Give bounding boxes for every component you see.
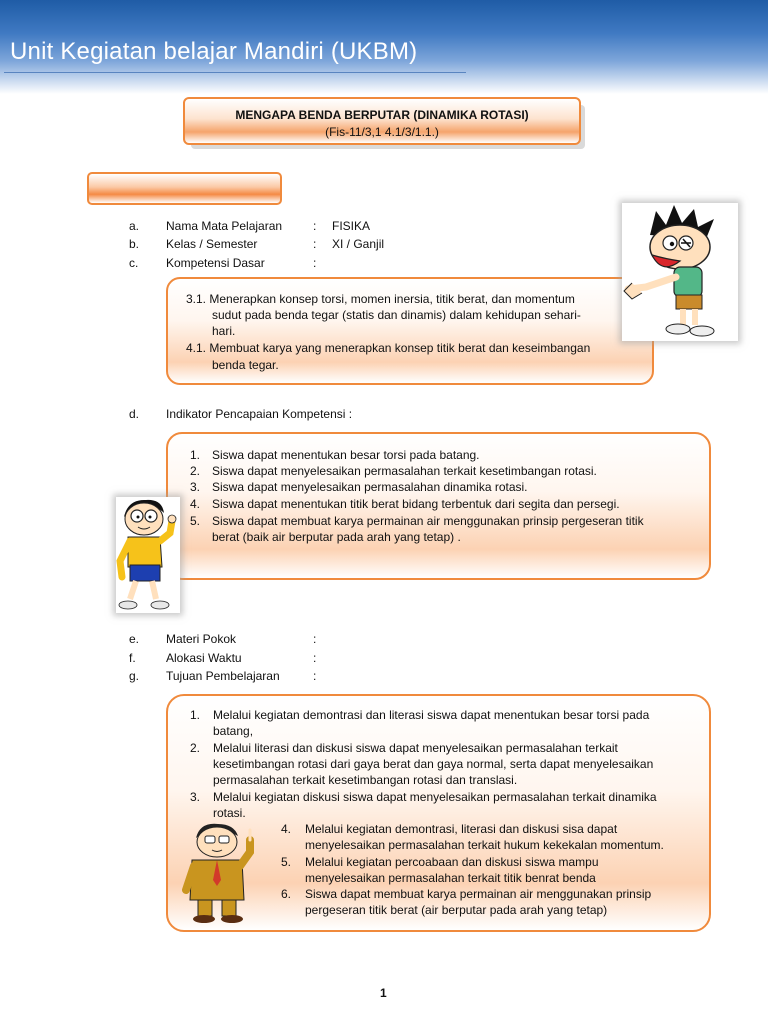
tujuan-line: pergeseran titik berat (air berputar pada arah yang tetap) bbox=[305, 903, 608, 917]
kd-line: sudut pada benda tegar (statis dan dinamis) dalam kehidupan sehari- bbox=[212, 308, 581, 322]
indikator-line: berat (baik air berputar pada arah yang tetap) . bbox=[212, 530, 461, 544]
list-number: 2. bbox=[190, 464, 201, 478]
title-line-2: (Fis-11/3,1 4.1/3/1.1.) bbox=[325, 125, 439, 139]
row-colon: : bbox=[313, 256, 317, 270]
indikator-line: Siswa dapat menentukan besar torsi pada batang. bbox=[212, 448, 480, 462]
page-number: 1 bbox=[380, 986, 387, 1000]
section-label-box bbox=[87, 172, 282, 205]
header-title: Unit Kegiatan belajar Mandiri (UKBM) bbox=[10, 38, 418, 65]
indikator-heading: Indikator Pencapaian Kompetensi : bbox=[166, 407, 353, 421]
row-label: Tujuan Pembelajaran bbox=[166, 669, 280, 683]
row-letter: f. bbox=[129, 651, 136, 665]
glasses-boy-illustration bbox=[116, 497, 180, 613]
tujuan-line: menyelesaikan permasalahan terkait titik benrat benda bbox=[305, 871, 596, 885]
teacher-illustration bbox=[180, 820, 260, 924]
kd-line: 3.1. Menerapkan konsep torsi, momen inersia, titik berat, dan momentum bbox=[186, 292, 575, 306]
row-colon: : bbox=[313, 219, 317, 233]
list-number: 2. bbox=[190, 741, 201, 755]
tujuan-line: kesetimbangan rotasi dari gaya berat dan gaya normal, serta dapat menyelesaikan bbox=[213, 757, 654, 771]
list-number: 1. bbox=[190, 448, 201, 462]
header-underline bbox=[4, 72, 466, 73]
row-value: FISIKA bbox=[332, 219, 371, 233]
indikator-line: Siswa dapat menyelesaikan permasalahan terkait kesetimbangan rotasi. bbox=[212, 464, 597, 478]
indikator-box bbox=[166, 432, 711, 580]
row-letter: e. bbox=[129, 632, 140, 646]
row-letter: b. bbox=[129, 237, 140, 251]
list-number: 1. bbox=[190, 708, 201, 722]
kompetensi-dasar-box bbox=[166, 277, 654, 385]
tujuan-line: Melalui kegiatan demontrasi, literasi dan diskusi sisa dapat bbox=[305, 822, 618, 836]
kd-line: hari. bbox=[212, 324, 236, 338]
row-colon: : bbox=[313, 651, 317, 665]
list-number: 4. bbox=[281, 822, 292, 836]
title-line-1: MENGAPA BENDA BERPUTAR (DINAMIKA ROTASI) bbox=[235, 108, 529, 122]
list-number: 6. bbox=[281, 887, 292, 901]
tujuan-line: menyelesaikan permasalahan terkait hukum kekekalan momentum. bbox=[305, 838, 664, 852]
list-number: 3. bbox=[190, 790, 201, 804]
row-label: Nama Mata Pelajaran bbox=[166, 219, 283, 233]
kd-line: 4.1. Membuat karya yang menerapkan konsep titik berat dan keseimbangan bbox=[186, 341, 591, 355]
tujuan-line: rotasi. bbox=[213, 806, 246, 820]
list-number: 4. bbox=[190, 497, 201, 511]
tujuan-line: Melalui kegiatan demontrasi dan literasi siswa dapat menentukan besar torsi pada bbox=[213, 708, 650, 722]
list-number: 5. bbox=[281, 855, 292, 869]
tujuan-line: Melalui kegiatan percoabaan dan diskusi siswa mampu bbox=[305, 855, 599, 869]
row-letter: g. bbox=[129, 669, 140, 683]
row-label: Kompetensi Dasar bbox=[166, 256, 265, 270]
row-colon: : bbox=[313, 669, 317, 683]
row-label: Kelas / Semester bbox=[166, 237, 258, 251]
row-colon: : bbox=[313, 632, 317, 646]
tujuan-line: Melalui kegiatan diskusi siswa dapat menyelesaikan permasalahan terkait dinamika bbox=[213, 790, 657, 804]
tujuan-line: permasalahan terkait kesetimbangan rotasi dan translasi. bbox=[213, 773, 518, 787]
row-letter: d. bbox=[129, 407, 140, 421]
pointing-boy-illustration bbox=[622, 203, 738, 341]
row-label: Alokasi Waktu bbox=[166, 651, 242, 665]
title-box bbox=[183, 97, 581, 145]
tujuan-line: Siswa dapat membuat karya permainan air menggunakan prinsip bbox=[305, 887, 652, 901]
row-label: Materi Pokok bbox=[166, 632, 237, 646]
indikator-line: Siswa dapat membuat karya permainan air menggunakan prinsip pergeseran titik bbox=[212, 514, 644, 528]
list-number: 3. bbox=[190, 480, 201, 494]
row-colon: : bbox=[313, 237, 317, 251]
indikator-line: Siswa dapat menyelesaikan permasalahan dinamika rotasi. bbox=[212, 480, 528, 494]
page-header bbox=[0, 0, 768, 94]
row-letter: a. bbox=[129, 219, 140, 233]
tujuan-line: Melalui literasi dan diskusi siswa dapat menyelesaikan permasalahan terkait bbox=[213, 741, 618, 755]
list-number: 5. bbox=[190, 514, 201, 528]
tujuan-line: batang, bbox=[213, 724, 254, 738]
row-value: XI / Ganjil bbox=[332, 237, 385, 251]
row-letter: c. bbox=[129, 256, 139, 270]
kd-line: benda tegar. bbox=[212, 358, 279, 372]
indikator-line: Siswa dapat menentukan titik berat bidang terbentuk dari segita dan persegi. bbox=[212, 497, 620, 511]
